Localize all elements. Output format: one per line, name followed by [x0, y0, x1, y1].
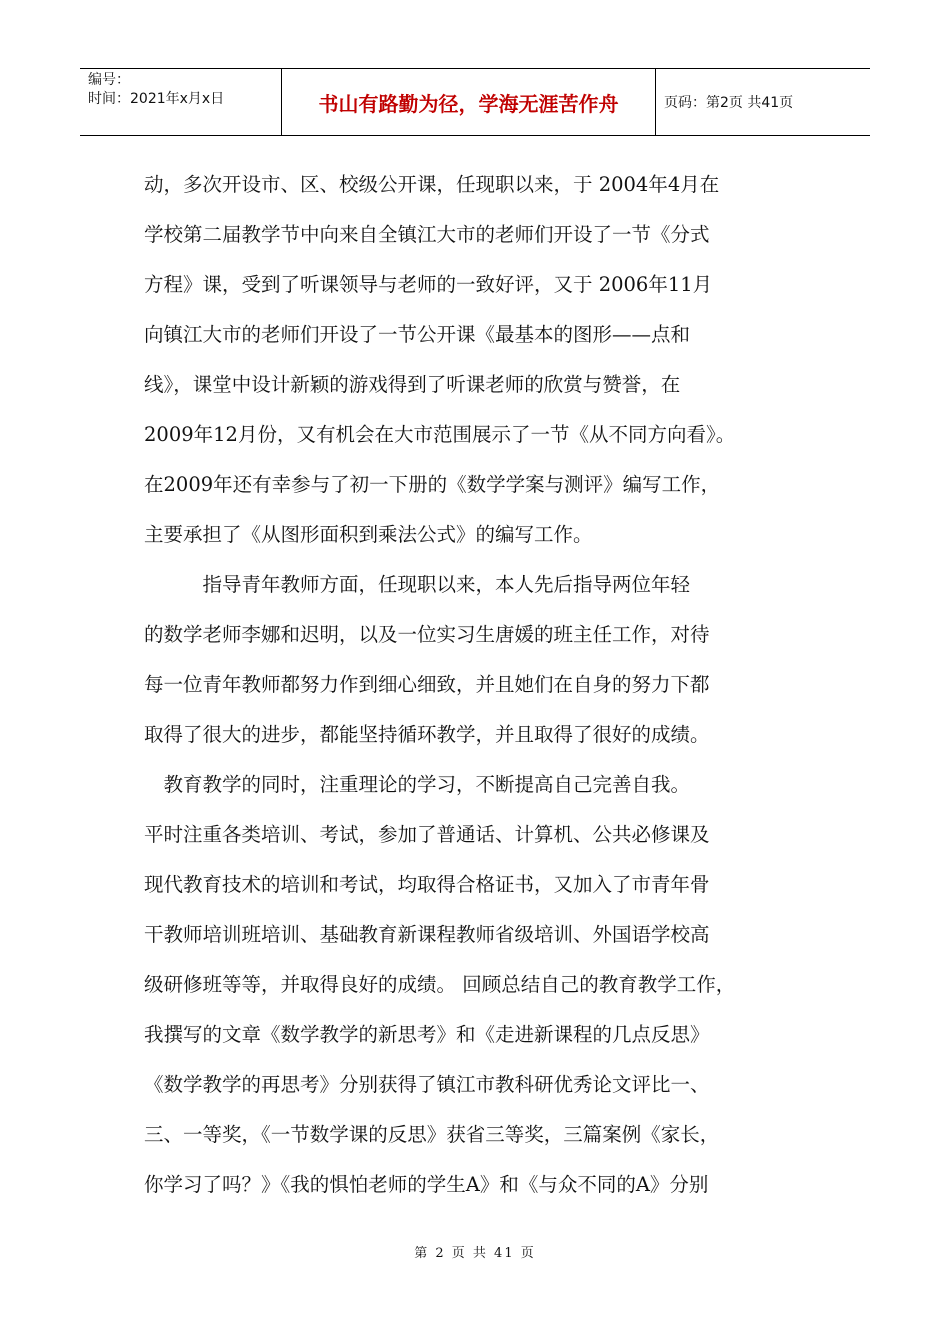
text-line: 动，多次开设市、区、校级公开课，任现职以来，于 2004年4月在: [144, 173, 720, 196]
text-line: 取得了很大的进步，都能坚持循环教学，并且取得了很好的成绩。: [144, 723, 710, 746]
text-line: 干教师培训班培训、基础教育新课程教师省级培训、外国语学校高: [144, 923, 710, 946]
text-line: 向镇江大市的老师们开设了一节公开课《最基本的图形——点和: [144, 323, 691, 346]
header-page-info: 页码：第2页 共41页: [664, 95, 794, 111]
text-line: 你学习了吗？》《我的惧怕老师的学生A》和《与众不同的A》分别: [144, 1173, 709, 1196]
text-line: 方程》课，受到了听课领导与老师的一致好评，又于 2006年11月: [144, 273, 713, 296]
text-line: 级研修班等等，并取得良好的成绩。 回顾总结自己的教育教学工作，: [144, 973, 736, 996]
text-line: 现代教育技术的培训和考试，均取得合格证书，又加入了市青年骨: [144, 873, 710, 896]
body-text: [144, 160, 810, 1210]
page-footer: 第 2 页 共 41 页: [414, 1246, 536, 1261]
text-line: 2009年12月份，又有机会在大市范围展示了一节《从不同方向看》。: [144, 423, 736, 446]
text-line: 在2009年还有幸参与了初一下册的《数学学案与测评》编写工作，: [144, 473, 721, 496]
text-line: 每一位青年教师都努力作到细心细致，并且她们在自身的努力下都: [144, 673, 710, 696]
time-label: 时间：2021年x月x日: [88, 91, 225, 107]
text-line: 的数学老师李娜和迟明，以及一位实习生唐媛的班主任工作，对待: [144, 623, 710, 646]
text-line: 三、一等奖，《一节数学课的反思》获省三等奖，三篇案例《家长，: [144, 1123, 720, 1146]
text-line: 《数学教学的再思考》分别获得了镇江市教科研优秀论文评比一、: [144, 1073, 710, 1096]
text-line: 平时注重各类培训、考试，参加了普通话、计算机、公共必修课及: [144, 823, 710, 846]
text-line: 教育教学的同时，注重理论的学习，不断提高自己完善自我。: [144, 773, 691, 796]
text-line: 线》，课堂中设计新颖的游戏得到了听课老师的欣赏与赞誉，在: [144, 373, 681, 396]
text-line: 我撰写的文章《数学教学的新思考》和《走进新课程的几点反思》: [144, 1023, 710, 1046]
text-line: 主要承担了《从图形面积到乘法公式》的编写工作。: [144, 523, 593, 546]
text-line: 指导青年教师方面，任现职以来，本人先后指导两位年轻: [144, 573, 691, 596]
header-meta: [80, 69, 282, 135]
header-motto: 书山有路勤为径，学海无涯苦作舟: [282, 69, 656, 135]
text-line: 学校第二届教学节中向来自全镇江大市的老师们开设了一节《分式: [144, 223, 710, 246]
page-header: [80, 68, 870, 136]
number-label: 编号：: [88, 72, 130, 88]
